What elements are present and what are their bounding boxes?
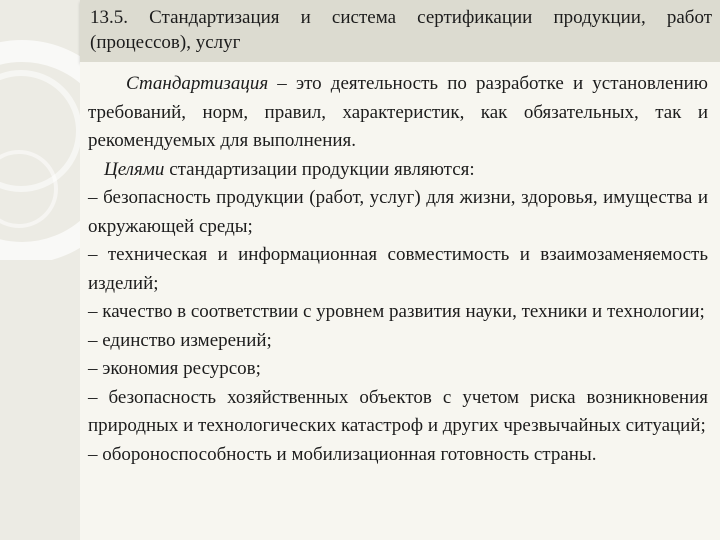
list-item: – качество в соответствии с уровнем развития науки, техники и технологии; [88,301,705,322]
content-panel [80,62,720,540]
title-panel [80,0,720,62]
definition-term: Стандартизация [126,73,269,94]
list-item: – техническая и информационная совместимость и взаимозаменяемость изделий; [88,244,708,294]
list-item: – единство измерений; [88,329,272,351]
goals-term: Целями [104,158,165,180]
slide-title: 13.5. Стандартизация и система сертификации продукции, работ (процессов), услуг [90,7,712,53]
goals-heading [88,156,708,185]
definition-paragraph [88,70,708,156]
list-item: – безопасность хозяйственных объектов с учетом риска возникновения природных и технологических катастроф и других чрезвычайных ситуаций; [88,386,708,436]
list-item: – экономия ресурсов; [88,358,261,379]
definition-text: – это деятельность по разработке и установлению требований, норм, правил, характеристик, как обязательных, так и рекомендуемых для выполнения. [88,73,708,151]
list-item: – обороноспособность и мобилизационная готовность страны. [88,443,597,465]
goals-text: стандартизации продукции являются: [164,158,475,180]
list-item: – безопасность продукции (работ, услуг) для жизни, здоровья, имущества и окружающей среды; [88,187,708,237]
